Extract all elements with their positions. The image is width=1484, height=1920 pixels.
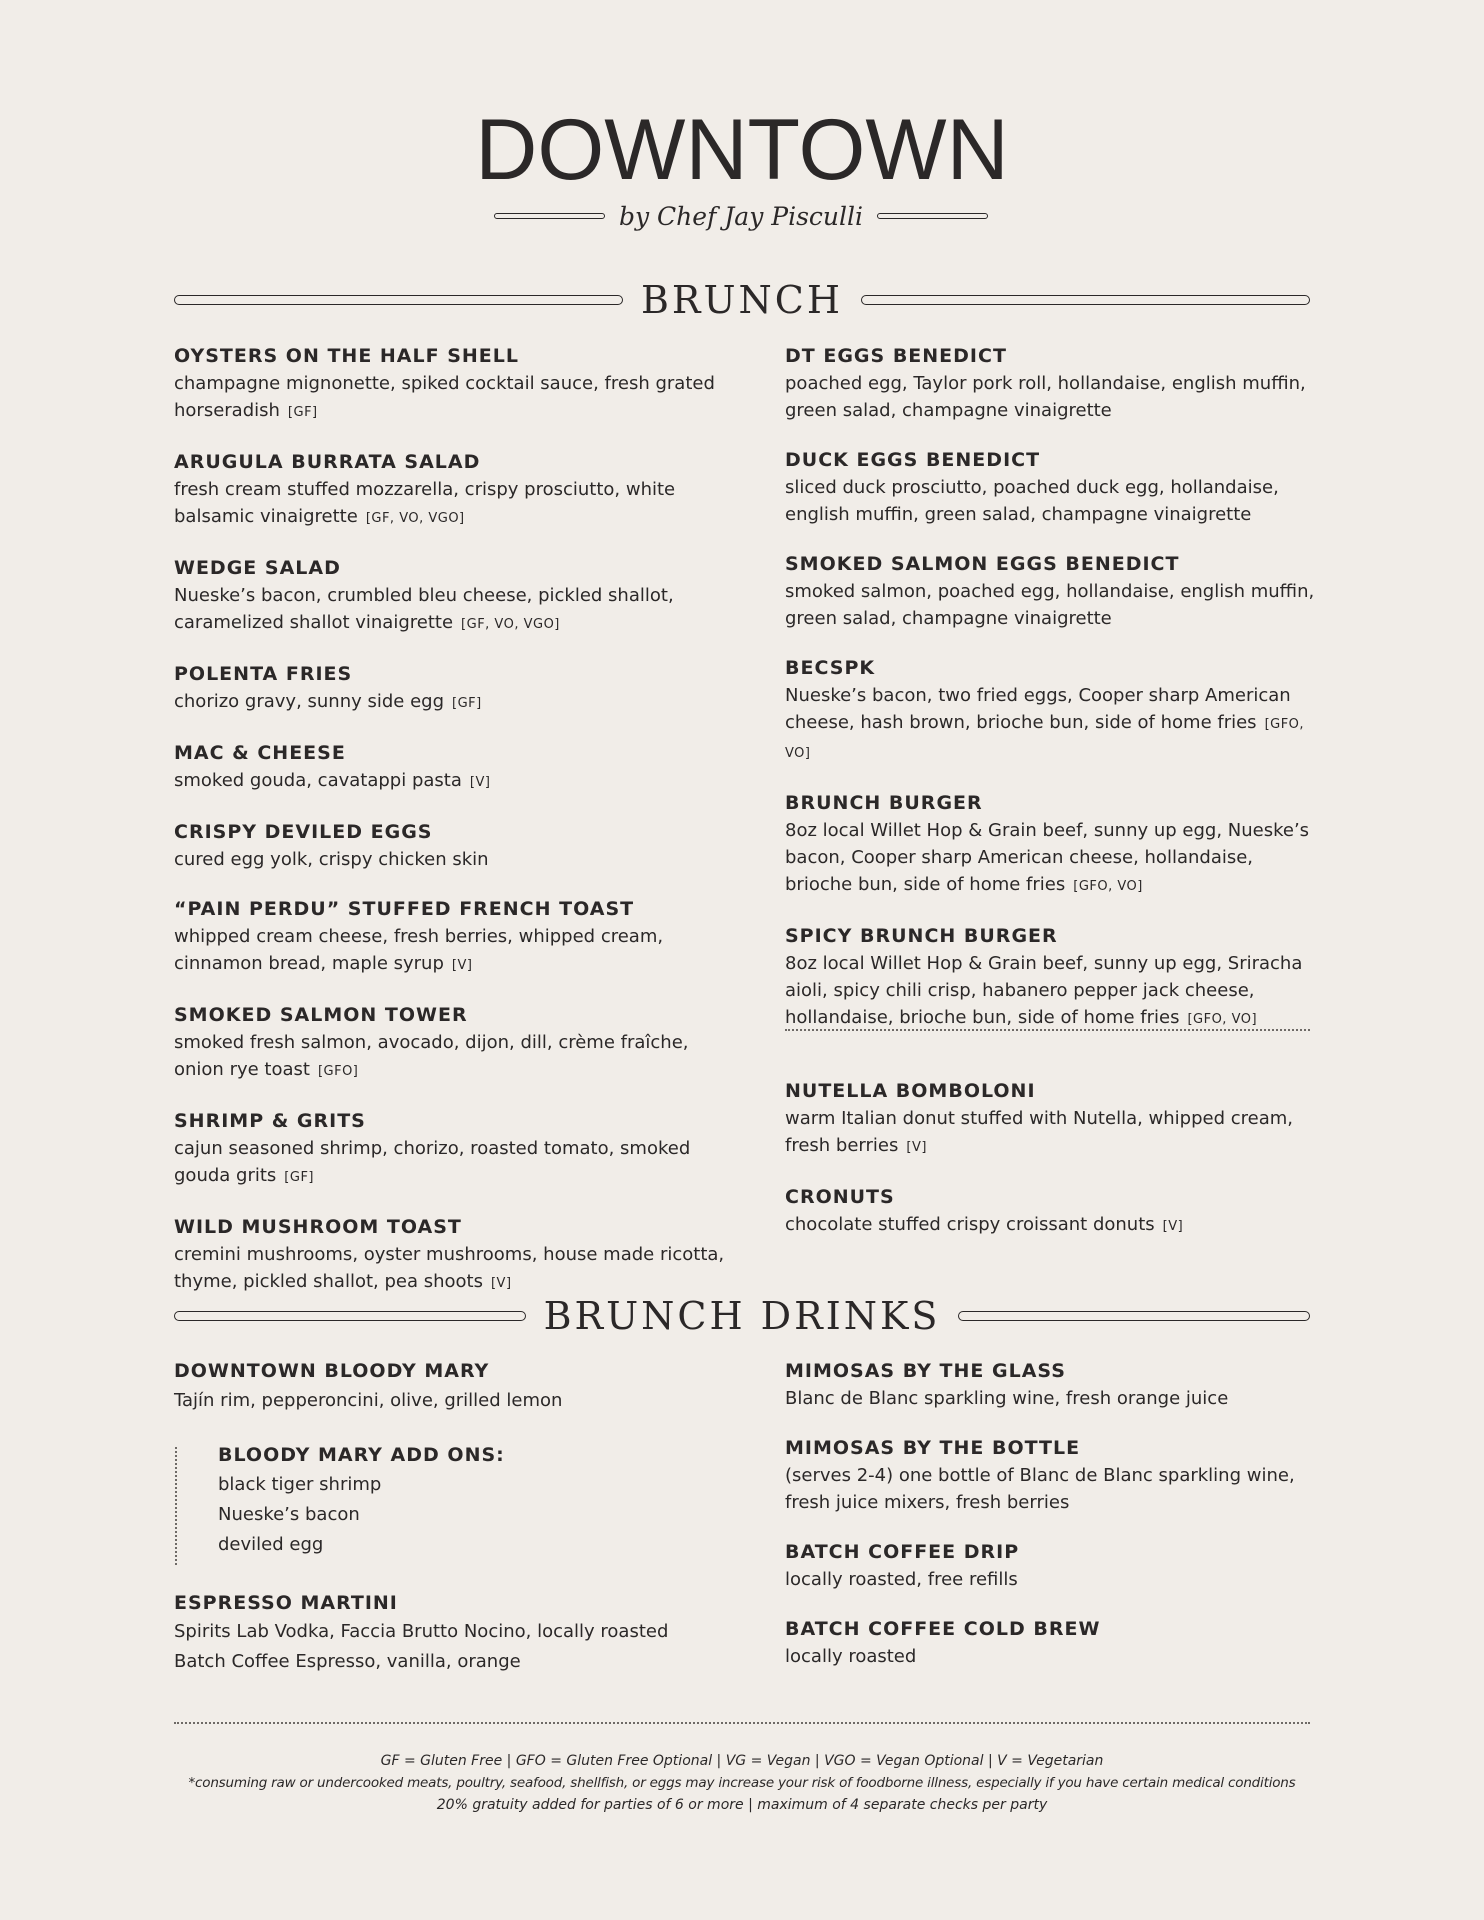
dietary-tag: [V]	[451, 958, 473, 973]
menu-item-description: chorizo gravy, sunny side egg [GF]	[174, 691, 482, 712]
menu-item-description: smoked fresh salmon, avocado, dijon, dill, crème fraîche, onion rye toast [GFO]	[174, 1032, 689, 1080]
drink-item	[785, 1539, 1315, 1593]
dietary-tag: [GFO, VO]	[1187, 1012, 1258, 1027]
drink-item	[174, 1358, 729, 1417]
menu-footer	[174, 1750, 1310, 1816]
addon-item: black tiger shrimp	[218, 1474, 382, 1495]
drink-item	[785, 1358, 1315, 1412]
menu-item-name: OYSTERS ON THE HALF SHELL	[174, 345, 519, 367]
drink-name: BATCH COFFEE DRIP	[785, 1541, 1020, 1563]
menu-item	[785, 1184, 1315, 1240]
heading-rule-right	[861, 295, 1310, 305]
menu-item-description: cajun seasoned shrimp, chorizo, roasted tomato, smoked gouda grits [GF]	[174, 1138, 691, 1186]
menu-item-name: SMOKED SALMON TOWER	[174, 1004, 468, 1026]
drink-description: (serves 2-4) one bottle of Blanc de Blanc sparkling wine, fresh juice mixers, fresh berries	[785, 1465, 1295, 1513]
menu-item	[785, 923, 1315, 1033]
byline-rule-right	[877, 213, 988, 219]
menu-item	[174, 555, 729, 638]
footer-divider	[174, 1722, 1310, 1724]
menu-item	[174, 896, 729, 979]
drink-description: Blanc de Blanc sparkling wine, fresh orange juice	[785, 1388, 1229, 1409]
dessert-divider	[785, 1029, 1310, 1031]
menu-item-name: DT EGGS BENEDICT	[785, 345, 1007, 367]
brunch-right-column	[785, 343, 1315, 1056]
menu-item-description: 8oz local Willet Hop & Grain beef, sunny up egg, Sriracha aioli, spicy chili crisp, habanero pepper jack cheese, hollandaise, brioche bun, side of home fries [GFO, VO]	[785, 953, 1303, 1028]
menu-item-name: BECSPK	[785, 657, 876, 679]
menu-item	[174, 449, 729, 532]
menu-item-description: champagne mignonette, spiked cocktail sauce, fresh grated horseradish [GF]	[174, 373, 715, 421]
menu-item-description: whipped cream cheese, fresh berries, whipped cream, cinnamon bread, maple syrup [V]	[174, 926, 664, 974]
addon-item: deviled egg	[218, 1534, 324, 1555]
section-title: BRUNCH	[640, 278, 844, 322]
menu-item-description: poached egg, Taylor pork roll, hollandaise, english muffin, green salad, champagne vinaigrette	[785, 373, 1306, 421]
restaurant-logo: DOWNTOWN	[475, 102, 1009, 198]
drink-description: locally roasted, free refills	[785, 1569, 1018, 1590]
menu-item-description: warm Italian donut stuffed with Nutella, whipped cream, fresh berries [V]	[785, 1108, 1294, 1156]
food-safety-warning: *consuming raw or undercooked meats, poultry, seafood, shellfish, or eggs may increase your risk of foodborne illness, especially if you have certain medical conditions	[188, 1775, 1296, 1791]
menu-item-name: SHRIMP & GRITS	[174, 1110, 366, 1132]
drink-item	[785, 1616, 1315, 1670]
heading-rule-right	[958, 1311, 1310, 1321]
addon-item: Nueske’s bacon	[218, 1504, 360, 1525]
menu-item	[174, 819, 729, 873]
menu-item-description: fresh cream stuffed mozzarella, crispy prosciutto, white balsamic vinaigrette [GF, VO, VGO]	[174, 479, 676, 527]
menu-item	[174, 661, 729, 717]
menu-item-name: WILD MUSHROOM TOAST	[174, 1216, 462, 1238]
drink-description: Tajín rim, pepperoncini, olive, grilled lemon	[174, 1390, 563, 1411]
chef-byline	[494, 196, 988, 236]
heading-rule-left	[174, 295, 623, 305]
menu-item	[785, 790, 1315, 900]
drink-item	[785, 1435, 1315, 1516]
drink-name: MIMOSAS BY THE GLASS	[785, 1360, 1066, 1382]
menu-item-description: Nueske’s bacon, crumbled bleu cheese, pickled shallot, caramelized shallot vinaigrette [GF, VO, VGO]	[174, 585, 674, 633]
gratuity-note: 20% gratuity added for parties of 6 or more | maximum of 4 separate checks per party	[436, 1797, 1048, 1813]
espresso-block	[174, 1590, 714, 1700]
menu-item-name: MAC & CHEESE	[174, 742, 346, 764]
menu-item-name: SPICY BRUNCH BURGER	[785, 925, 1058, 947]
menu-item	[174, 1214, 729, 1297]
dietary-legend: GF = Gluten Free | GFO = Gluten Free Optional | VG = Vegan | VGO = Vegan Optional | V = Vegetarian	[380, 1753, 1104, 1769]
heading-rule-left	[174, 1311, 526, 1321]
brunch-section-heading	[174, 278, 1310, 322]
menu-item-description: smoked salmon, poached egg, hollandaise, english muffin, green salad, champagne vinaigrette	[785, 581, 1315, 629]
menu-item	[174, 1108, 729, 1191]
menu-item	[785, 343, 1315, 424]
menu-item-name: NUTELLA BOMBOLONI	[785, 1080, 1036, 1102]
chef-signature: by Chef Jay Pisculli	[618, 201, 864, 231]
dietary-tag: [V]	[906, 1140, 927, 1155]
drinks-right-column	[785, 1358, 1315, 1693]
drinks-section-heading	[174, 1294, 1310, 1338]
section-title: BRUNCH DRINKS	[543, 1294, 941, 1338]
menu-item	[785, 655, 1315, 767]
menu-item-name: DUCK EGGS BENEDICT	[785, 449, 1041, 471]
drink-description: Spirits Lab Vodka, Faccia Brutto Nocino, locally roasted Batch Coffee Espresso, vanilla, orange	[174, 1621, 669, 1672]
drink-name: ESPRESSO MARTINI	[174, 1592, 398, 1614]
dietary-tag: [GF]	[284, 1170, 314, 1185]
menu-item-name: POLENTA FRIES	[174, 663, 353, 685]
menu-item-name: “PAIN PERDU” STUFFED FRENCH TOAST	[174, 898, 635, 920]
menu-item	[785, 447, 1315, 528]
dietary-tag: [GF]	[287, 405, 318, 420]
menu-item-name: CRONUTS	[785, 1186, 895, 1208]
drink-item	[174, 1590, 714, 1677]
dietary-tag: [V]	[490, 1276, 512, 1291]
menu-item-name: CRISPY DEVILED EGGS	[174, 821, 433, 843]
brunch-left-column	[174, 343, 729, 1320]
byline-rule-left	[494, 213, 605, 219]
menu-item-description: chocolate stuffed crispy croissant donuts [V]	[785, 1214, 1184, 1235]
dietary-tag: [GFO, VO]	[1073, 879, 1143, 894]
menu-item	[174, 740, 729, 796]
menu-item	[785, 1078, 1315, 1161]
menu-item-description: 8oz local Willet Hop & Grain beef, sunny up egg, Nueske’s bacon, Cooper sharp American cheese, hollandaise, brioche bun, side of home fries [GFO, VO]	[785, 820, 1310, 895]
dietary-tag: [GFO]	[317, 1064, 359, 1079]
dietary-tag: [V]	[469, 775, 491, 790]
drink-name: BATCH COFFEE COLD BREW	[785, 1618, 1101, 1640]
dietary-tag: [GF]	[452, 696, 482, 711]
dietary-tag: [GF, VO, VGO]	[365, 511, 465, 526]
menu-item-description: cremini mushrooms, oyster mushrooms, house made ricotta, thyme, pickled shallot, pea shoots [V]	[174, 1244, 725, 1292]
dietary-tag: [GFO, VO]	[785, 717, 1305, 761]
addons-title: BLOODY MARY ADD ONS:	[218, 1444, 505, 1466]
dietary-tag: [GF, VO, VGO]	[461, 617, 560, 632]
drink-description: locally roasted	[785, 1646, 917, 1667]
menu-item-name: WEDGE SALAD	[174, 557, 341, 579]
drinks-left-column	[174, 1358, 729, 1440]
menu-item-name: BRUNCH BURGER	[785, 792, 983, 814]
menu-item-description: smoked gouda, cavatappi pasta [V]	[174, 770, 491, 791]
drink-name: MIMOSAS BY THE BOTTLE	[785, 1437, 1081, 1459]
dessert-column	[785, 1078, 1315, 1263]
menu-item-description: sliced duck prosciutto, poached duck egg, hollandaise, english muffin, green salad, champagne vinaigrette	[785, 477, 1279, 525]
bloody-mary-addons	[218, 1440, 505, 1560]
menu-item	[174, 343, 729, 426]
menu-item-description: cured egg yolk, crispy chicken skin	[174, 849, 489, 870]
dietary-tag: [V]	[1162, 1219, 1184, 1234]
addons-divider	[175, 1447, 177, 1565]
drink-name: DOWNTOWN BLOODY MARY	[174, 1360, 490, 1382]
menu-item	[785, 551, 1315, 632]
menu-item-description: Nueske’s bacon, two fried eggs, Cooper sharp American cheese, hash brown, brioche bun, side of home fries [GFO, VO]	[785, 685, 1305, 761]
menu-item	[174, 1002, 729, 1085]
menu-item-name: SMOKED SALMON EGGS BENEDICT	[785, 553, 1180, 575]
menu-item-name: ARUGULA BURRATA SALAD	[174, 451, 481, 473]
